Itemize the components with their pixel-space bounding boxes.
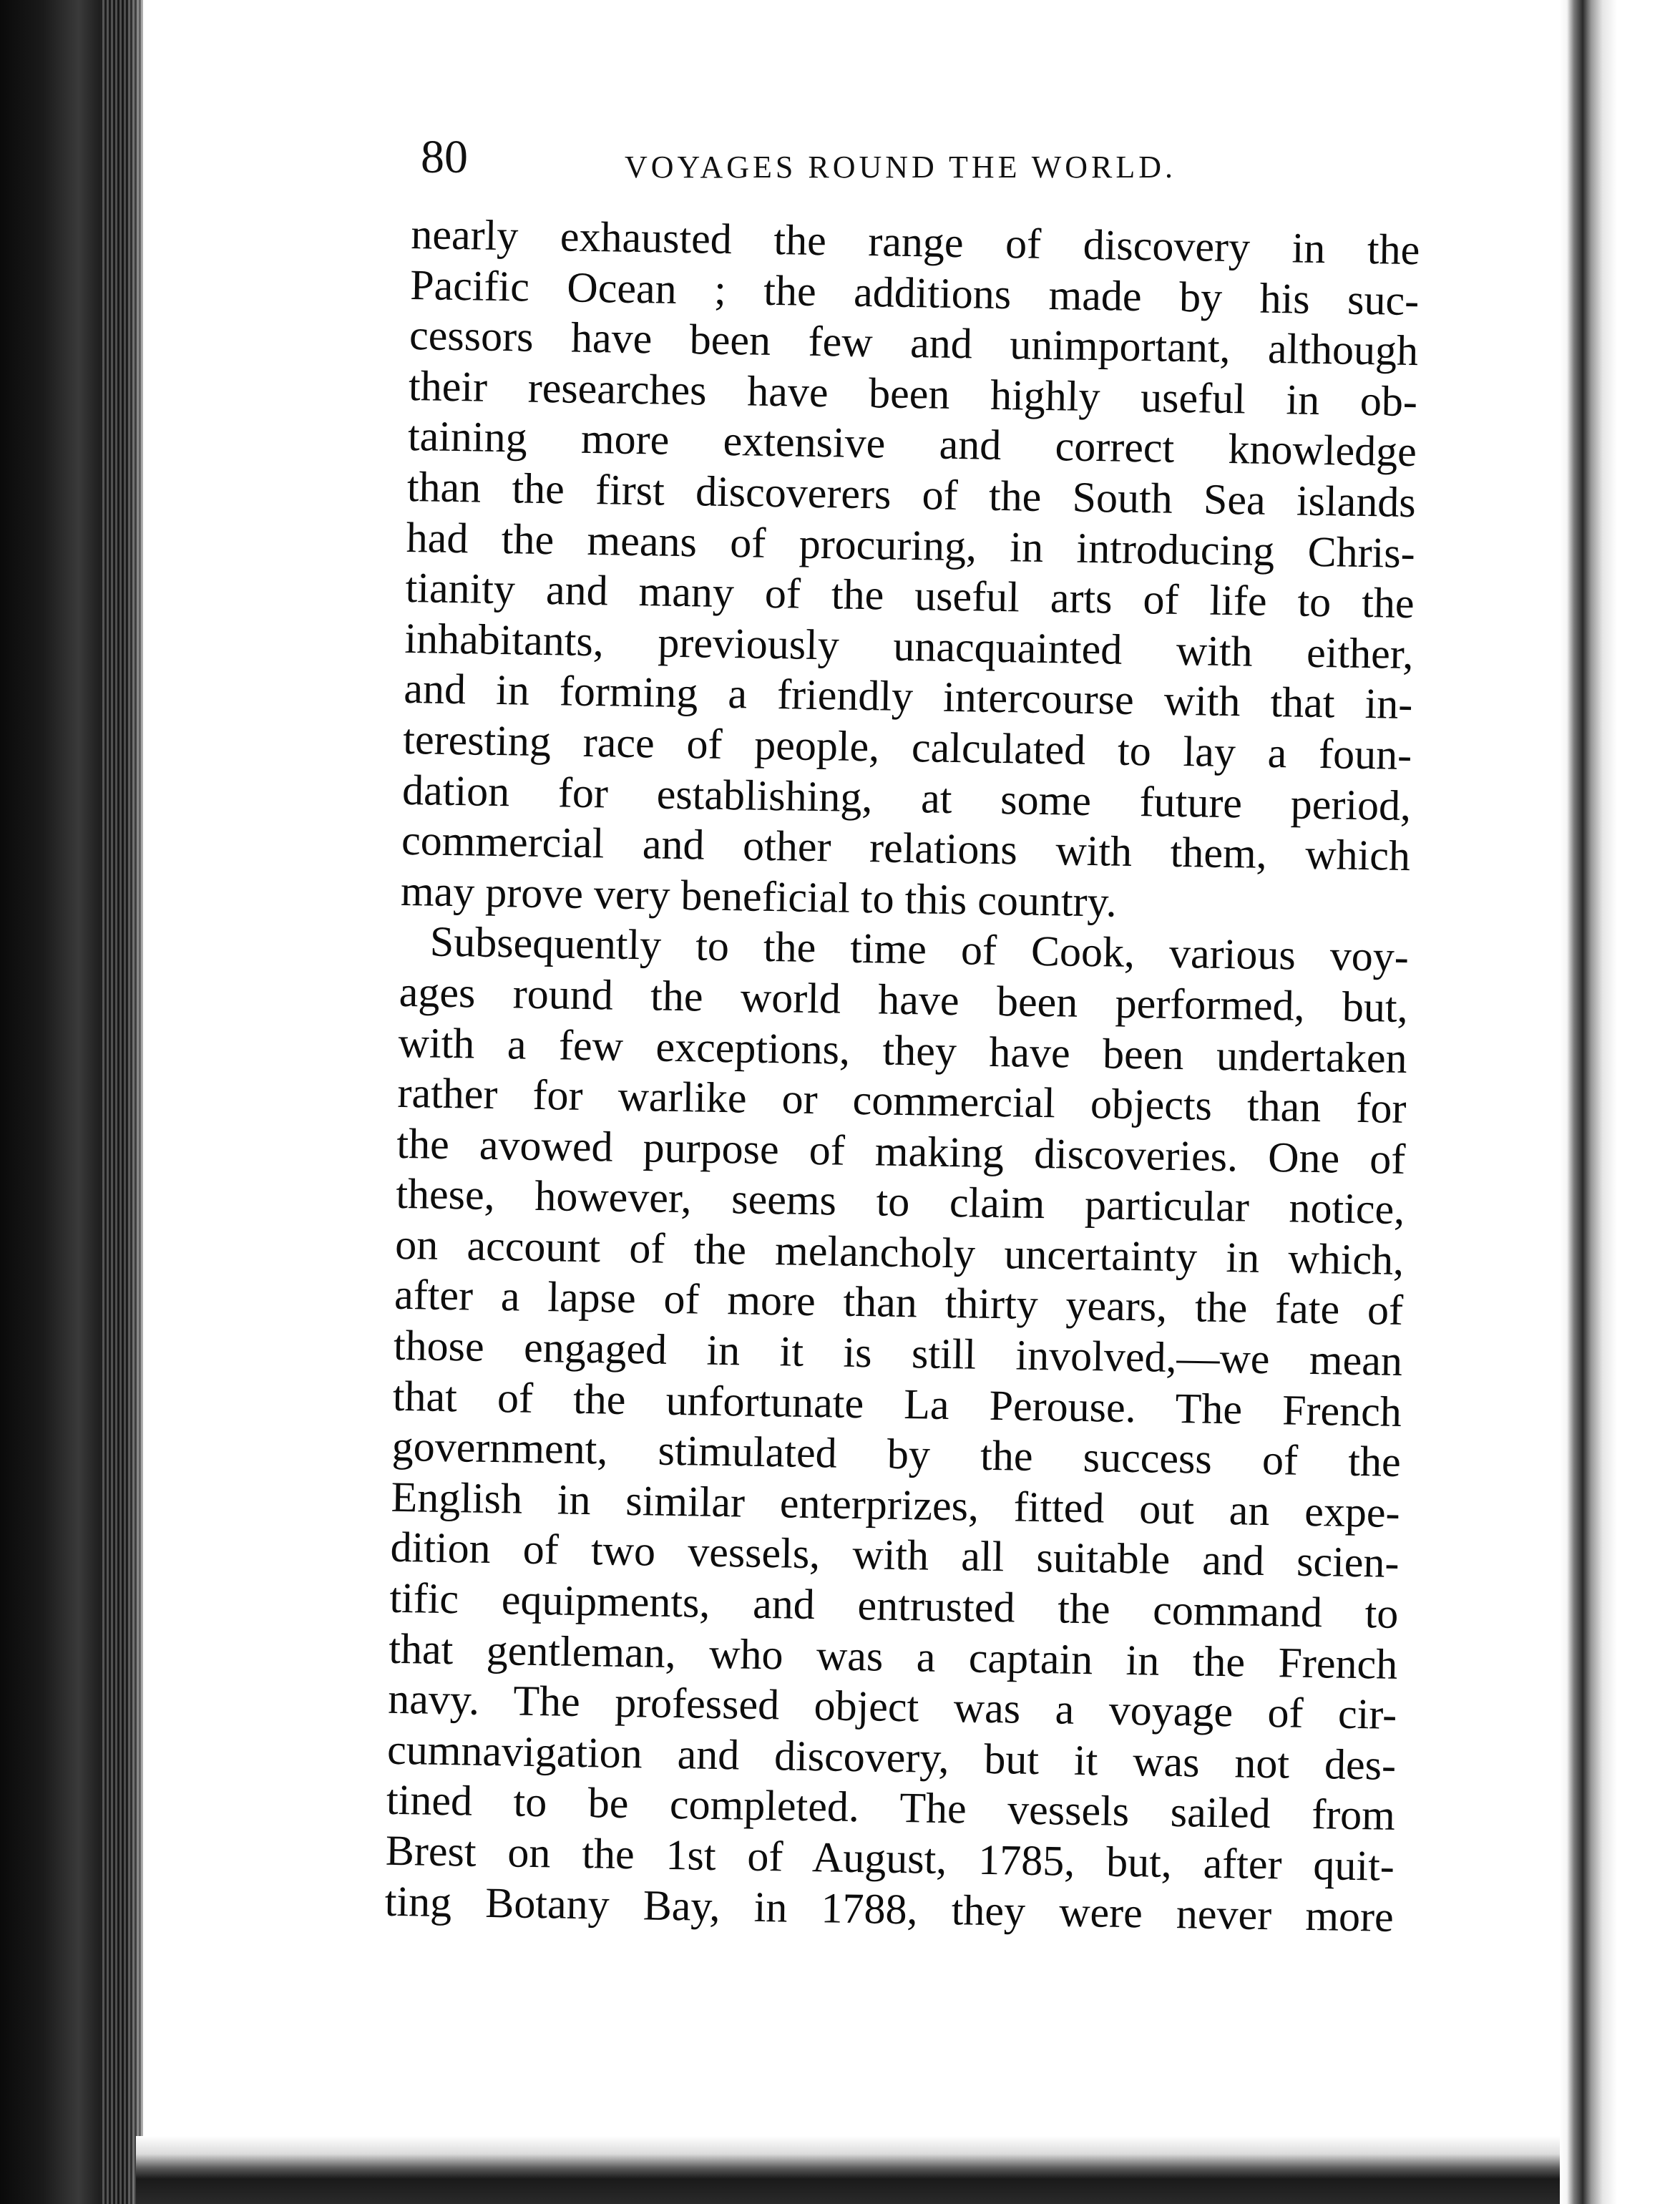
text-line: cumnavigation and discovery, but it was not des- xyxy=(386,1725,1397,1789)
running-title: VOYAGES ROUND THE WORLD. xyxy=(625,150,1177,185)
text-line: dition of two vessels, with all suitable and scien- xyxy=(390,1523,1400,1587)
text-line: ages round the world have been performed, but, xyxy=(399,967,1409,1031)
text-line: ting Botany Bay, in 1788, they were never more xyxy=(384,1877,1395,1941)
text-line: government, stimulated by the success of the xyxy=(391,1423,1402,1486)
paragraph-start-line: Subsequently to the time of Cook, various voy- xyxy=(429,917,1410,981)
text-line: Pacific Ocean ; the additions made by his suc- xyxy=(409,260,1420,324)
text-line: their researches have been highly useful in ob- xyxy=(408,361,1418,425)
text-line: Brest on the 1st of August, 1785, but, after quit- xyxy=(385,1826,1395,1890)
text-line: than the first discoverers of the South Sea islands xyxy=(406,462,1417,527)
text-line: that of the unfortunate La Perouse. The French xyxy=(392,1372,1402,1435)
text-line: after a lapse of more than thirty years, the fate of xyxy=(394,1271,1404,1335)
bottom-page-edge xyxy=(136,2136,1567,2204)
page-header xyxy=(421,122,1422,193)
text-line: taining more extensive and correct knowledge xyxy=(407,412,1417,476)
text-line: had the means of procuring, in introducing Chris- xyxy=(406,513,1416,577)
text-line: rather for warlike or commercial objects than for xyxy=(397,1068,1407,1133)
text-line: that gentleman, who was a captain in the French xyxy=(388,1624,1398,1688)
text-line: navy. The professed object was a voyage of cir- xyxy=(387,1674,1397,1739)
text-line: these, however, seems to claim particular notice, xyxy=(395,1170,1405,1234)
text-line: teresting race of people, calculated to lay a foun- xyxy=(402,715,1412,779)
text-line: the avowed purpose of making discoveries. One of xyxy=(396,1119,1406,1183)
text-line: those engaged in it is still involved,—we mean xyxy=(393,1321,1403,1385)
page-number: 80 xyxy=(421,131,468,183)
text-line: with a few exceptions, they have been undertaken xyxy=(398,1018,1408,1082)
text-line: English in similar enterprizes, fitted out an expe- xyxy=(391,1473,1401,1536)
text-line: nearly exhausted the range of discovery in the xyxy=(410,210,1420,274)
text-line: on account of the melancholy uncertainty in which, xyxy=(394,1220,1405,1284)
text-line: tific equipments, and entrusted the command to xyxy=(389,1574,1399,1637)
text-line: and in forming a friendly intercourse with that in- xyxy=(403,665,1413,728)
text-line: cessors have been few and unimportant, although xyxy=(409,311,1419,375)
page-stack-edges xyxy=(100,0,143,2204)
text-line: dation for establishing, at some future period, xyxy=(401,766,1412,829)
body-text xyxy=(384,209,1420,1942)
paragraph-end-line: may prove very beneficial to this country. xyxy=(400,867,1118,926)
text-line: tined to be completed. The vessels sailed from xyxy=(386,1776,1396,1840)
text-line: inhabitants, previously unacquainted with either, xyxy=(404,614,1414,678)
text-line: commercial and other relations with them, which xyxy=(401,816,1411,880)
text-line: tianity and many of the useful arts of life to the xyxy=(405,564,1415,628)
right-page-edge xyxy=(1560,0,1680,2204)
